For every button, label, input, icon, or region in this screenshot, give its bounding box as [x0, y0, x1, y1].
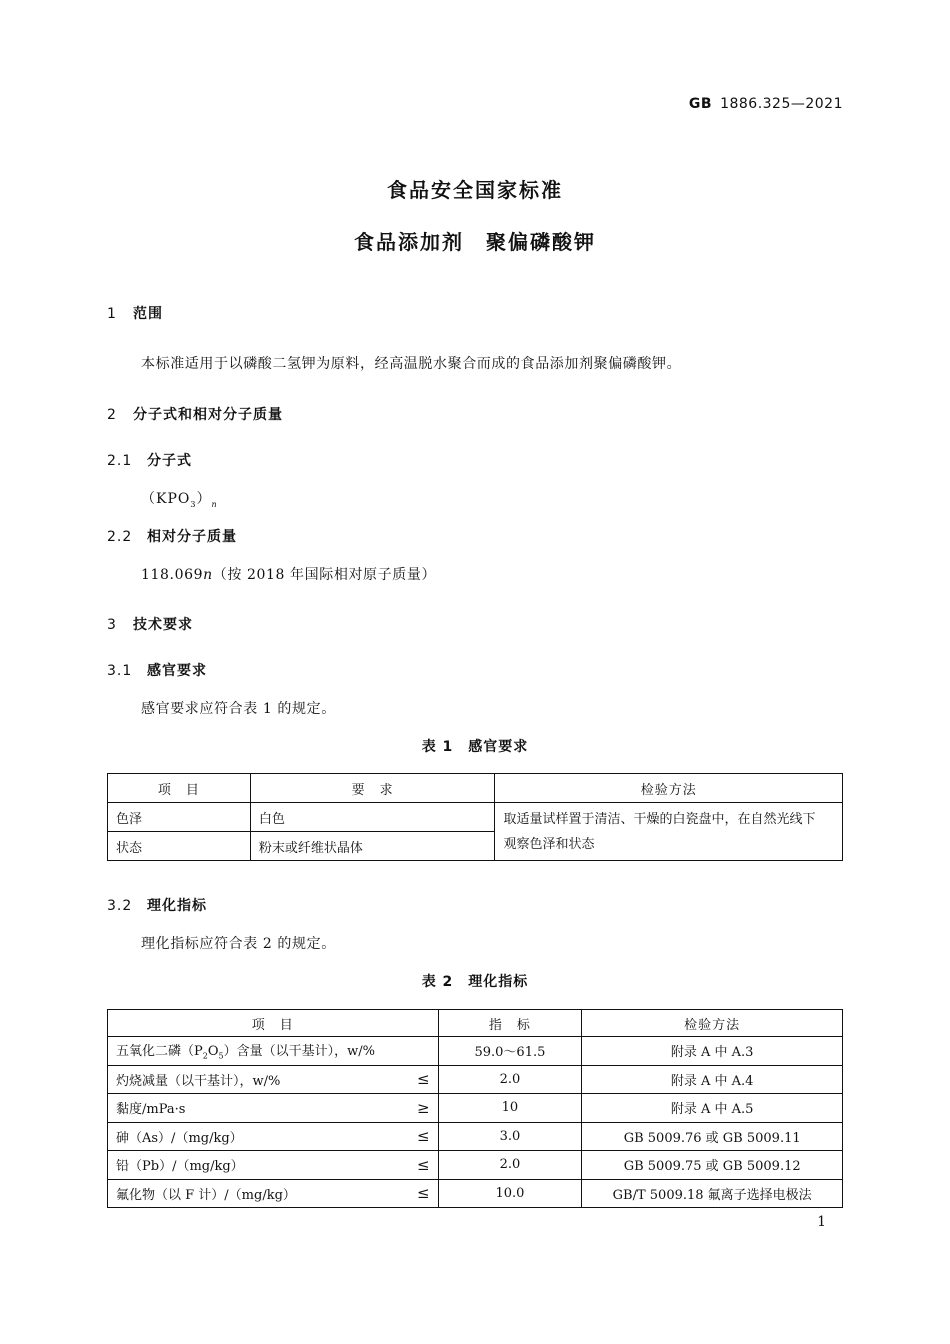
standard-number: GB 1886.325—2021 — [688, 96, 843, 112]
column-header: 要 求 — [250, 774, 495, 803]
section-2-1-heading: 2.1 分子式 — [107, 453, 192, 469]
section-1-heading: 1 范围 — [107, 306, 163, 322]
table-header-row — [108, 774, 843, 803]
table-row — [108, 1037, 843, 1066]
column-header: 检验方法 — [582, 1010, 843, 1037]
cell-item: 五氧化二磷$(P_2O_5)$含量（以干基计），w/% — [108, 1037, 439, 1066]
cell-value: 2.0 — [438, 1151, 582, 1180]
table-row — [108, 1094, 843, 1123]
cell-value: 2.0 — [438, 1065, 582, 1094]
cell-method: 附录 A 中 A.5 — [582, 1094, 843, 1123]
page-number: 1 — [817, 1214, 826, 1230]
comparator: ≥ — [416, 1098, 430, 1117]
cell-value: 59.0～61.5 — [438, 1037, 582, 1066]
cell-value: 10.0 — [438, 1179, 582, 1208]
title-standard: 食品安全国家标准 — [387, 178, 563, 202]
cell-item: 状态 — [108, 832, 251, 861]
section-2-2-heading: 2.2 相对分子质量 — [107, 529, 237, 545]
title-product: 食品添加剂 聚偏磷酸钾 — [354, 230, 596, 254]
table-header-row — [108, 1010, 843, 1037]
column-header: 检验方法 — [495, 774, 843, 803]
cell-item: 砷（As）/（mg/kg） ≤ — [108, 1122, 439, 1151]
comparator: ≤ — [416, 1070, 430, 1089]
physicochemical-indicators-table — [107, 1009, 843, 1208]
molecular-mass: 118.069n（按 2018 年国际相对原子质量） — [141, 567, 437, 583]
molecular-formula: $(KPO_3)_n$ — [141, 491, 218, 509]
cell-method: GB 5009.76 或 GB 5009.11 — [582, 1122, 843, 1151]
section-1-text: 本标准适用于以磷酸二氢钾为原料，经高温脱水聚合而成的食品添加剂聚偏磷酸钾。 — [141, 356, 682, 372]
cell-requirement: 粉末或纤维状晶体 — [250, 832, 495, 861]
cell-method: 取适量试样置于清洁、干燥的白瓷盘中，在自然光线下 观察色泽和状态 — [495, 803, 843, 861]
table-row — [108, 1179, 843, 1208]
cell-requirement: 白色 — [250, 803, 495, 832]
section-3-2-heading: 3.2 理化指标 — [107, 898, 207, 914]
section-2-heading: 2 分子式和相对分子质量 — [107, 407, 283, 423]
table-2-caption: 表 2 理化指标 — [421, 974, 529, 990]
table-row — [108, 1122, 843, 1151]
cell-item: 铅（Pb）/（mg/kg） ≤ — [108, 1151, 439, 1180]
cell-item: 灼烧减量（以干基计），w/% ≤ — [108, 1065, 439, 1094]
comparator: ≤ — [416, 1184, 430, 1203]
section-3-1-text: 感官要求应符合表 1 的规定。 — [141, 701, 336, 717]
sensory-requirements-table — [107, 773, 843, 861]
cell-method: 附录 A 中 A.4 — [582, 1065, 843, 1094]
column-header: 指 标 — [438, 1010, 582, 1037]
cell-method: 附录 A 中 A.3 — [582, 1037, 843, 1066]
section-3-heading: 3 技术要求 — [107, 617, 193, 633]
column-header: 项 目 — [108, 1010, 439, 1037]
cell-value: 3.0 — [438, 1122, 582, 1151]
column-header: 项 目 — [108, 774, 251, 803]
table-row — [108, 803, 843, 832]
cell-method: GB/T 5009.18 氟离子选择电极法 — [582, 1179, 843, 1208]
table-row — [108, 1065, 843, 1094]
comparator: ≤ — [416, 1127, 430, 1146]
section-3-1-heading: 3.1 感官要求 — [107, 663, 207, 679]
section-3-2-text: 理化指标应符合表 2 的规定。 — [141, 936, 336, 952]
cell-item: 氟化物（以 F 计）/（mg/kg） ≤ — [108, 1179, 439, 1208]
cell-item: 色泽 — [108, 803, 251, 832]
table-1-caption: 表 1 感官要求 — [421, 739, 529, 755]
cell-method: GB 5009.75 或 GB 5009.12 — [582, 1151, 843, 1180]
cell-item: 黏度/mPa·s ≥ — [108, 1094, 439, 1123]
cell-value: 10 — [438, 1094, 582, 1123]
comparator: ≤ — [416, 1155, 430, 1174]
table-row — [108, 1151, 843, 1180]
